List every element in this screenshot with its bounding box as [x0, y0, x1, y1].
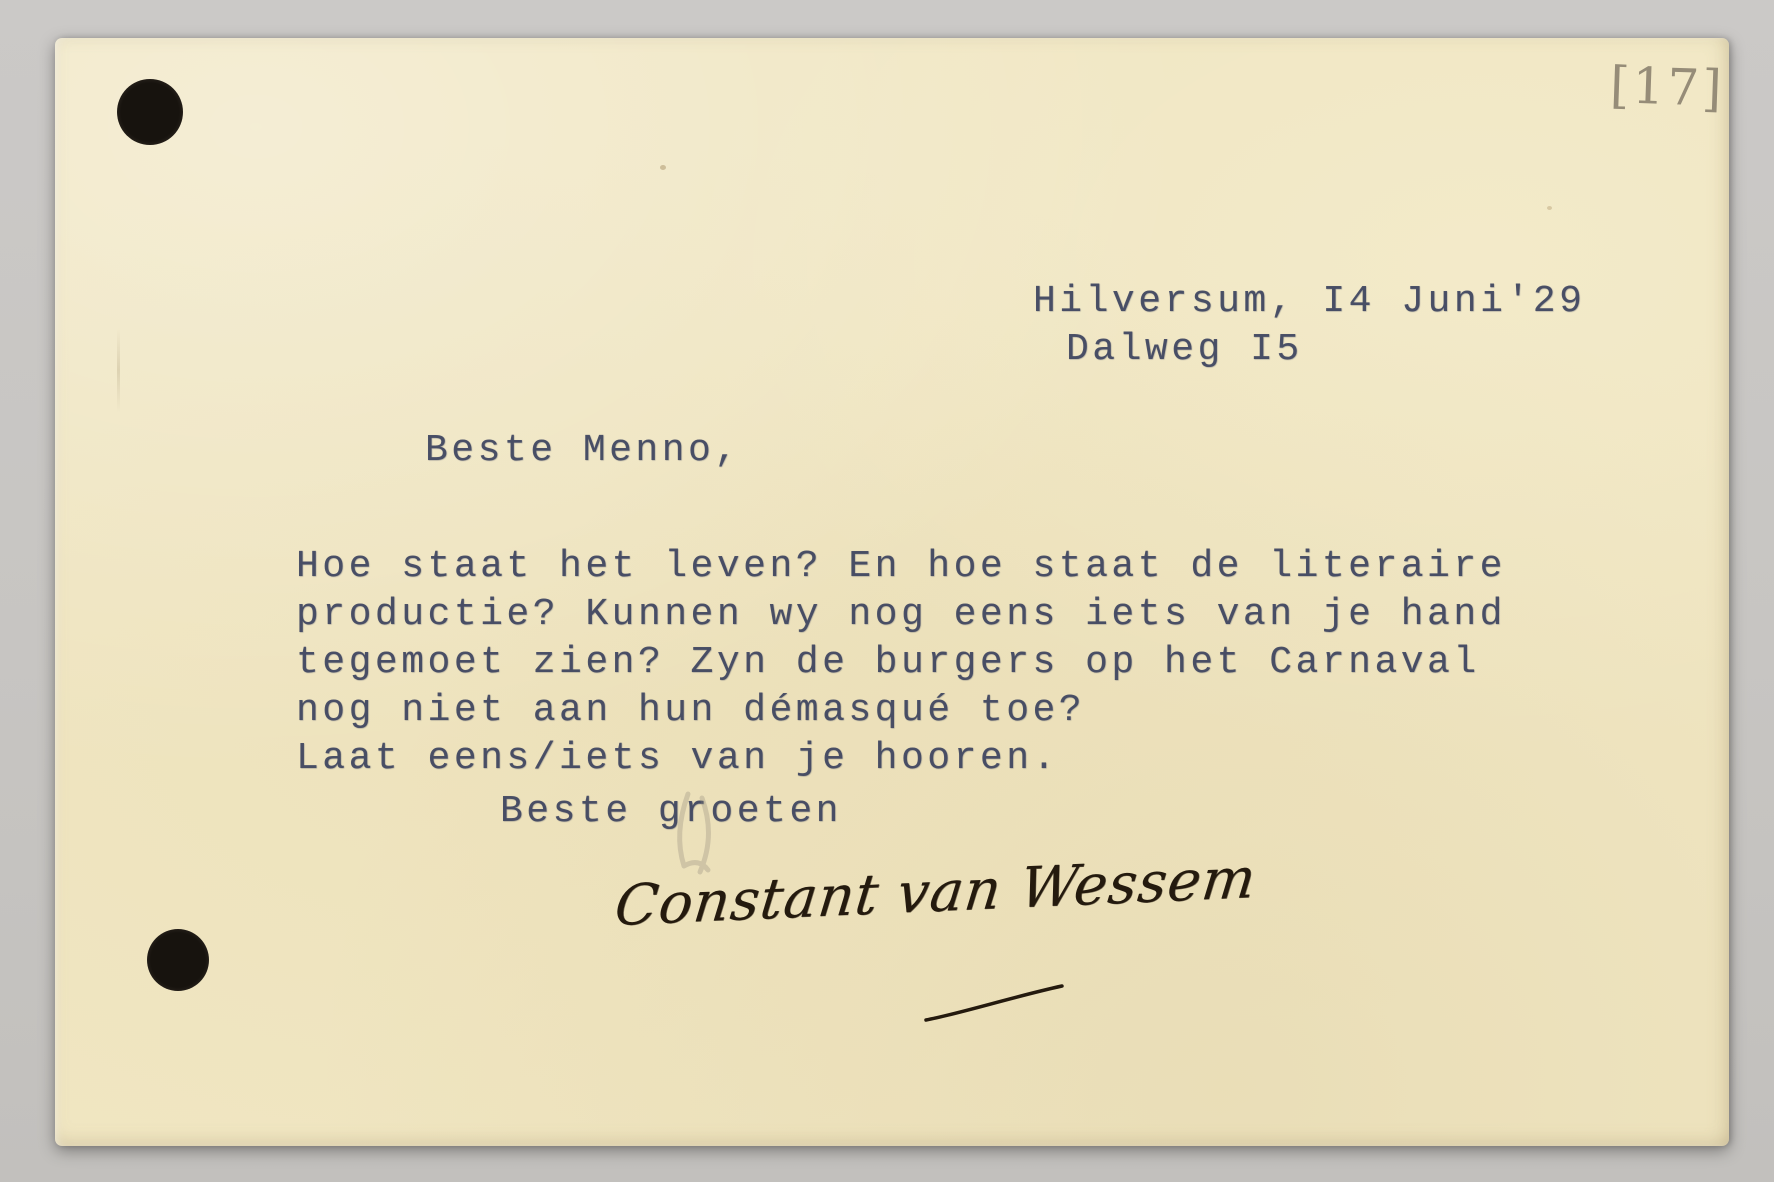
- salutation: Beste Menno,: [425, 429, 741, 472]
- body-line: nog niet aan hun démasqué toe?: [296, 689, 1086, 732]
- closing: Beste groeten: [500, 790, 842, 833]
- body-line: Hoe staat het leven? En hoe staat de literaire: [296, 545, 1506, 588]
- letter-body: [296, 543, 1506, 783]
- paper-crease: [117, 328, 120, 412]
- archive-number-annotation: [17]: [1609, 56, 1726, 118]
- dateline-place-date: Hilversum, I4 Juni'29: [1033, 280, 1586, 323]
- punch-hole-bottom-icon: [147, 929, 209, 991]
- paper-speck: [660, 165, 666, 170]
- body-line: Laat eens/iets van je hooren.: [296, 737, 1059, 780]
- signature: Constant van Wessem: [611, 845, 1260, 940]
- dateline: [1033, 278, 1585, 374]
- body-line: productie? Kunnen wy nog eens iets van je hand: [296, 593, 1506, 636]
- signature-flourish-icon: [920, 976, 1070, 1028]
- dateline-address: Dalweg I5: [1066, 328, 1303, 371]
- paper-speck: [1547, 206, 1552, 210]
- punch-hole-top-icon: [117, 79, 183, 145]
- body-line: tegemoet zien? Zyn de burgers op het Carnaval: [296, 641, 1480, 684]
- postcard: [55, 38, 1729, 1146]
